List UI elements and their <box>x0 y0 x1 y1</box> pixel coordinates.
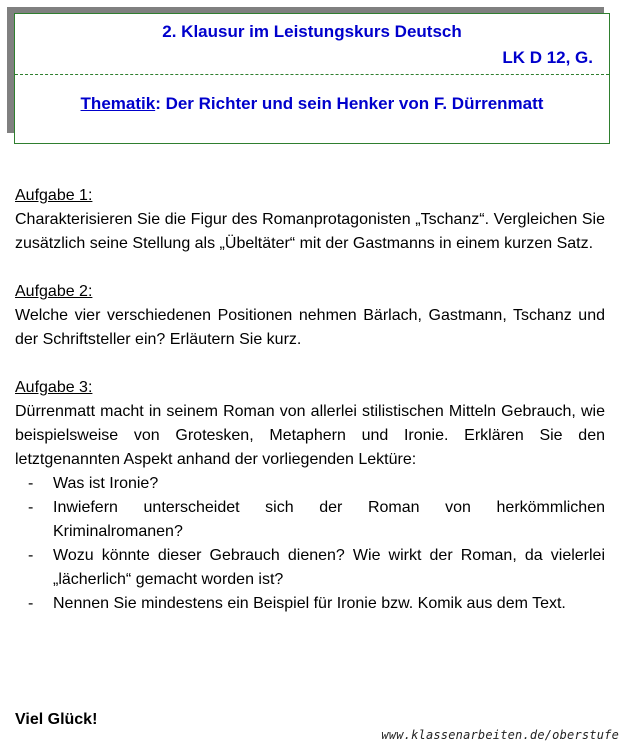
task-3 <box>15 376 605 616</box>
bullet-dash: - <box>28 499 34 516</box>
task-list <box>15 184 605 640</box>
task-heading: Aufgabe 1: <box>15 187 93 204</box>
task-heading: Aufgabe 3: <box>15 379 93 396</box>
task-2 <box>15 280 605 352</box>
task-text: Charakterisieren Sie die Figur des Romanprotagonisten „Tschanz“. Vergleichen Sie zusätzlich seine Stellung als „Übeltäter“ mit der Gastmanns in einem kurzen Satz. <box>15 211 605 252</box>
topic-text: : Der Richter und sein Henker von F. Dürrenmatt <box>155 94 544 113</box>
task-text: Dürrenmatt macht in seinem Roman von allerlei stilistischen Mitteln Gebrauch, wie beispielsweise von Grotesken, Metaphern und Ironie. Erklären Sie den letztgenannten Aspekt anhand der vorliegenden Lektüre: <box>15 403 605 468</box>
list-item <box>15 544 605 592</box>
list-item <box>15 496 605 544</box>
question-list <box>15 472 605 616</box>
task-heading: Aufgabe 2: <box>15 283 93 300</box>
exam-header <box>14 13 610 144</box>
course-code: LK D 12, G. <box>502 48 593 67</box>
footer-url: www.klassenarbeiten.de/oberstufe <box>381 728 619 742</box>
list-item <box>15 592 605 616</box>
exam-topic <box>15 94 609 114</box>
exam-title: 2. Klausur im Leistungskurs Deutsch <box>162 22 462 41</box>
closing-wish: Viel Glück! <box>15 711 98 728</box>
bullet-dash: - <box>28 595 34 612</box>
list-item <box>15 472 605 496</box>
task-text: Welche vier verschiedenen Positionen nehmen Bärlach, Gastmann, Tschanz und der Schriftsteller ein? Erläutern Sie kurz. <box>15 307 605 348</box>
list-item-text: Nennen Sie mindestens ein Beispiel für Ironie bzw. Komik aus dem Text. <box>53 595 566 612</box>
bullet-dash: - <box>28 547 34 564</box>
header-divider <box>15 74 609 75</box>
task-1 <box>15 184 605 256</box>
list-item-text: Inwiefern unterscheidet sich der Roman von herkömmlichen Kriminalromanen? <box>53 499 605 540</box>
bullet-dash: - <box>28 475 34 492</box>
list-item-text: Was ist Ironie? <box>53 475 159 492</box>
topic-label: Thematik <box>80 94 156 113</box>
list-item-text: Wozu könnte dieser Gebrauch dienen? Wie wirkt der Roman, da vielerlei „lächerlich“ gemacht worden ist? <box>53 547 605 588</box>
